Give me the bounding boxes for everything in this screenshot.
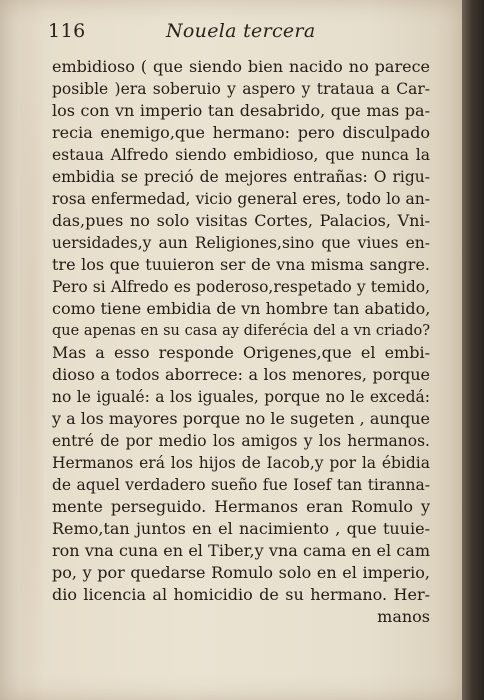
text-line: como tiene embidia de vn hombre tan abatido, <box>52 299 431 318</box>
page-header <box>48 20 348 44</box>
paper-stain <box>20 0 44 700</box>
text-line: de aquel verdadero sueño fue Iosef tan tiranna- <box>52 476 430 494</box>
text-line: mente perseguido. Hermanos eran Romulo y <box>52 497 430 516</box>
text-line: ron vna cuna en el Tiber,y vna cama en el cam <box>52 541 430 560</box>
text-line: no le igualé: a los iguales, porque no le excedá: <box>52 388 430 406</box>
text-line: Mas a esso responde Origenes,que el embi- <box>52 343 430 362</box>
text-line: po, y por quedarse Romulo solo en el imperio, <box>52 563 430 582</box>
body-text <box>52 56 430 628</box>
text-line: embidia se preció de mejores entrañas: O rigu- <box>52 168 430 186</box>
running-head: Nouela tercera <box>166 20 316 42</box>
text-line: rosa enfermedad, vicio general eres, todo lo an- <box>52 190 430 208</box>
text-line: embidioso ( que siendo bien nacido no parece <box>52 57 430 76</box>
page-number: 116 <box>48 20 86 42</box>
text-line: estaua Alfredo siendo embidioso, que nunca la <box>52 146 430 164</box>
text-line: posible )era soberuio y aspero y trataua a Car- <box>52 80 430 98</box>
text-line: uersidades,y aun Religiones,sino que viues en- <box>52 234 430 252</box>
text-line: que apenas en su casa ay diferécia del a vn criado? <box>52 323 430 339</box>
text-line: tre los que tuuieron ser de vna misma sangre. <box>52 255 430 274</box>
book-gutter <box>462 0 484 700</box>
text-line: Remo,tan juntos en el nacimiento , que tuuie- <box>52 519 430 538</box>
text-line: dio licencia al homicidio de su hermano. Her- <box>52 585 430 604</box>
text-line: recia enemigo,que hermano: pero disculpado <box>52 123 430 142</box>
text-line: dioso a todos aborrece: a los menores, porque <box>52 365 430 384</box>
text-line: Pero si Alfredo es poderoso,respetado y temido, <box>52 278 430 296</box>
text-line: los con vn imperio tan desabrido, que mas pa- <box>52 101 430 120</box>
text-line: Hermanos erá los hijos de Iacob,y por la ébidia <box>52 454 430 472</box>
catchword: manos <box>377 607 430 626</box>
text-line: y a los mayores porque no le sugeten , aunque <box>52 409 430 428</box>
text-line: entré de por medio los amigos y los hermanos. <box>52 432 430 450</box>
text-line: das,pues no solo visitas Cortes, Palacios, Vni- <box>52 211 430 230</box>
